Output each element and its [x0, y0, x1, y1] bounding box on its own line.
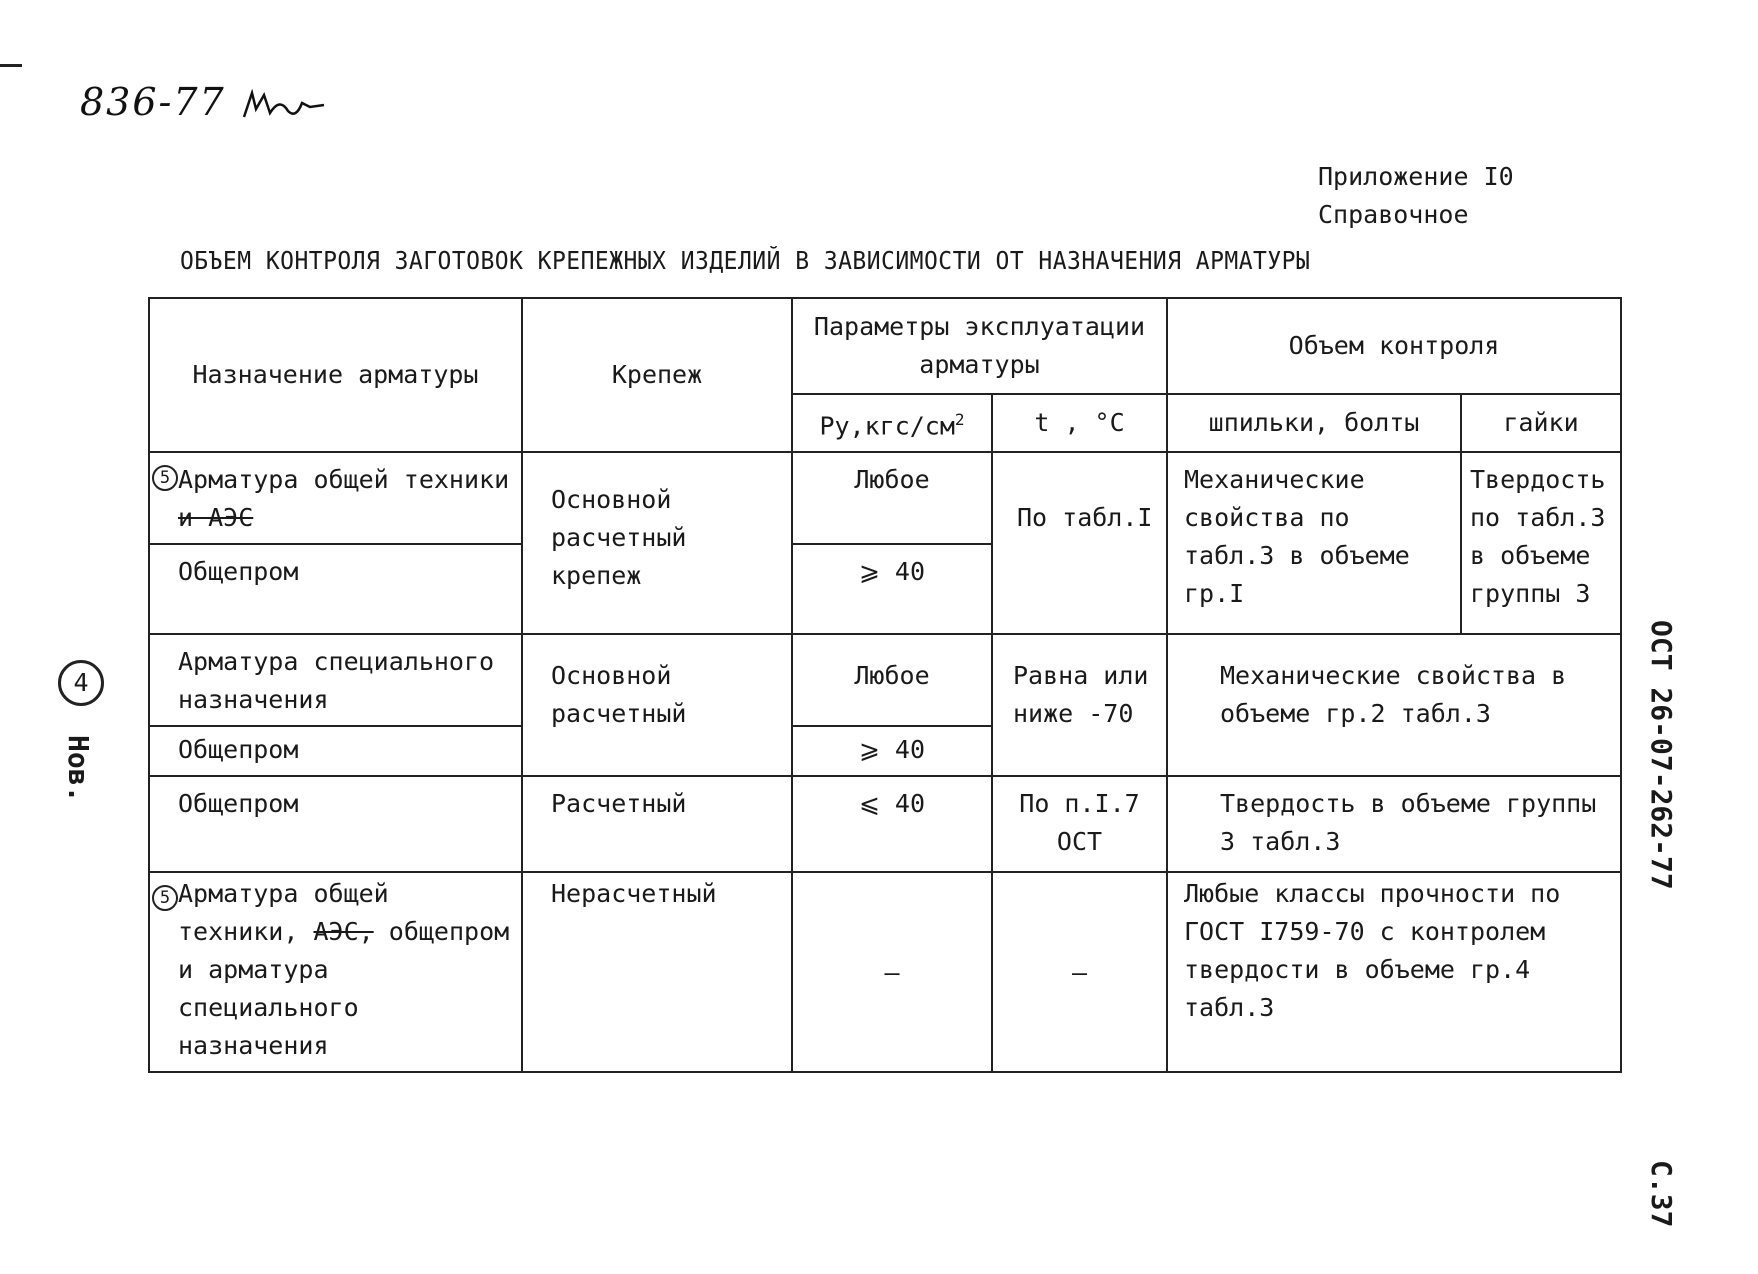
pressure-exponent: 2 [954, 409, 965, 429]
row4-purpose [149, 872, 522, 1072]
signature-scribble [240, 89, 330, 123]
appendix-number: Приложение I0 [1318, 162, 1514, 191]
row1-nuts: Твердость по табл.3 в объеме группы 3 [1461, 452, 1621, 634]
row4-purpose-pre: Арматура общей техники, [178, 879, 389, 946]
row2-pressure-b: ⩾ 40 [792, 726, 992, 776]
revision-marker: 5 [152, 465, 178, 491]
row4-temperature: — [992, 872, 1167, 1072]
revision-marker: 5 [152, 885, 178, 911]
row2-control: Механические свойства в объеме гр.2 табл.3 [1167, 634, 1621, 776]
row1-purpose-a [149, 452, 522, 544]
header-control: Объем контроля [1167, 298, 1621, 394]
header-params: Параметры эксплуатации арматуры [792, 298, 1167, 394]
row4-pressure: — [792, 872, 992, 1072]
circled-number: 4 [58, 660, 104, 706]
row2-purpose-b: Общепром [149, 726, 522, 776]
header-pressure [792, 394, 992, 452]
appendix-type: Справочное [1318, 200, 1469, 229]
header-temperature: t , °C [992, 394, 1167, 452]
row2-purpose-a: Арматура специального назначения [149, 634, 522, 726]
row1-temperature: По табл.I [992, 452, 1167, 634]
document-title: ОБЪЕМ КОНТРОЛЯ ЗАГОТОВОК КРЕПЕЖНЫХ ИЗДЕЛИЙ В ЗАВИСИМОСТИ ОТ НАЗНАЧЕНИЯ АРМАТУРЫ [180, 246, 1311, 275]
row4-purpose-struck: АЭС, [313, 917, 374, 946]
row1-purpose-a-text: Арматура общей техники [178, 465, 510, 494]
row1-purpose-a-struck: и АЭС [178, 503, 254, 532]
row1-purpose-b: Общепром [149, 544, 522, 634]
header-studs-bolts: шпильки, болты [1167, 394, 1461, 452]
handwritten-note [80, 80, 330, 124]
row3-pressure: ⩽ 40 [792, 776, 992, 872]
row4-control: Любые классы прочности по ГОСТ I759-70 с контролем твердости в объеме гр.4 табл.3 [1167, 872, 1621, 1072]
corner-mark [0, 64, 22, 67]
row3-control: Твердость в объеме группы 3 табл.3 [1167, 776, 1621, 872]
row4-fastener: Нерасчетный [522, 872, 792, 1072]
handwritten-number: 836-77 [80, 80, 226, 124]
row4-purpose-post: общепром и арматура специального назначения [178, 917, 510, 1060]
row2-temperature: Равна или ниже -70 [992, 634, 1167, 776]
row3-purpose: Общепром [149, 776, 522, 872]
row3-fastener: Расчетный [522, 776, 792, 872]
row1-fastener: Основной расчетный крепеж [522, 452, 792, 634]
pressure-unit: Ру,кгс/см [819, 411, 955, 441]
document-code: ОСТ 26-07-262-77 [1645, 620, 1678, 890]
appendix-label [1318, 158, 1514, 234]
control-scope-table [148, 297, 1622, 1073]
row1-pressure-b: ⩾ 40 [792, 544, 992, 634]
row1-pressure-a: Любое [792, 452, 992, 544]
header-fastener: Крепеж [522, 298, 792, 452]
row1-studs: Механические свойства по табл.3 в объеме гр.I [1167, 452, 1461, 634]
row2-pressure-a: Любое [792, 634, 992, 726]
header-purpose: Назначение арматуры [149, 298, 522, 452]
row2-fastener: Основной расчетный [522, 634, 792, 776]
page-number: С.37 [1645, 1160, 1678, 1228]
side-label: Нов. [62, 735, 95, 803]
row3-temperature: По п.I.7 ОСТ [992, 776, 1167, 872]
header-nuts: гайки [1461, 394, 1621, 452]
